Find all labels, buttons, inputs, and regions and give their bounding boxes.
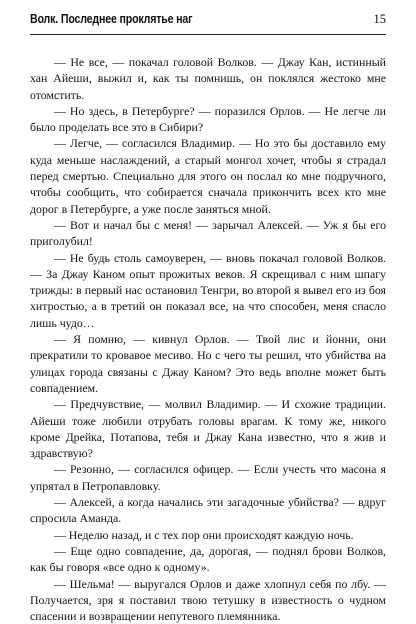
paragraph: — Не будь столь самоуверен, — вновь покачал головой Волков. — За Джау Каном опыт прожитых веков. Я скрещивал с ним шпагу трижды: в первый нас остановил Тенгри, во второй я вывел его из боя хитростью, а в третий он показал все, на что способен, меня спасло лишь чудо… <box>30 250 386 331</box>
paragraph: — Я помню, — кивнул Орлов. — Твой лис и йонни, они прекратили то кровавое месиво. Но с чего ты решил, что убийства на улицах города связаны с Джау Каном? Это ведь вполне может быть совпадением. <box>30 331 386 396</box>
paragraph: — Не все, — покачал головой Волков. — Джау Кан, истинный хан Айеши, выжил и, как ты помнишь, он поклялся жестоко мне отомстить. <box>30 54 386 103</box>
page-number: 15 <box>374 12 387 27</box>
paragraph: — Но здесь, в Петербурге? — поразился Орлов. — Не легче ли было проделать все это в Сибири? <box>30 103 386 136</box>
running-title: Волк. Последнее проклятье наг <box>30 12 192 26</box>
body-text <box>30 54 386 624</box>
paragraph: — Шельма! — выругался Орлов и даже хлопнул себя по лбу. — Получается, зря я поставил твою тетушку в известность о чудном спасении и возвращении непутевого племянника. <box>30 576 386 624</box>
header-rule <box>30 34 386 35</box>
paragraph: — Вот и начал бы с меня! — зарычал Алексей. — Уж я бы его приголубил! <box>30 217 386 250</box>
paragraph: — Резонно, — согласился офицер. — Если учесть что масона я упрятал в Петропавловку. <box>30 461 386 494</box>
paragraph: — Легче, — согласился Владимир. — Но это бы доставило ему куда меньше наслаждений, а старый монгол хочет, чтобы я страдал перед смертью. Специально для этого он послал ко мне подручного, чтобы сообщить, что собирается сначала прикончить всех кто мне дорог в Петербурге, а уже после заняться мной. <box>30 135 386 216</box>
page-header <box>30 12 386 32</box>
paragraph: — Алексей, а когда начались эти загадочные убийства? — вдруг спросила Аманда. <box>30 494 386 527</box>
paragraph: — Еще одно совпадение, да, дорогая, — поднял брови Волков, как бы говоря «все одно к одному». <box>30 543 386 576</box>
paragraph: — Предчувствие, — молвил Владимир. — И схожие традиции. Айеши тоже любили отрубать головы врагам. К тому же, никого кроме Дрейка, Потапова, тебя и Джау Кана известно, что я жив и здравствую? <box>30 396 386 461</box>
paragraph: — Неделю назад, и с тех пор они происходят каждую ночь. <box>30 527 386 543</box>
